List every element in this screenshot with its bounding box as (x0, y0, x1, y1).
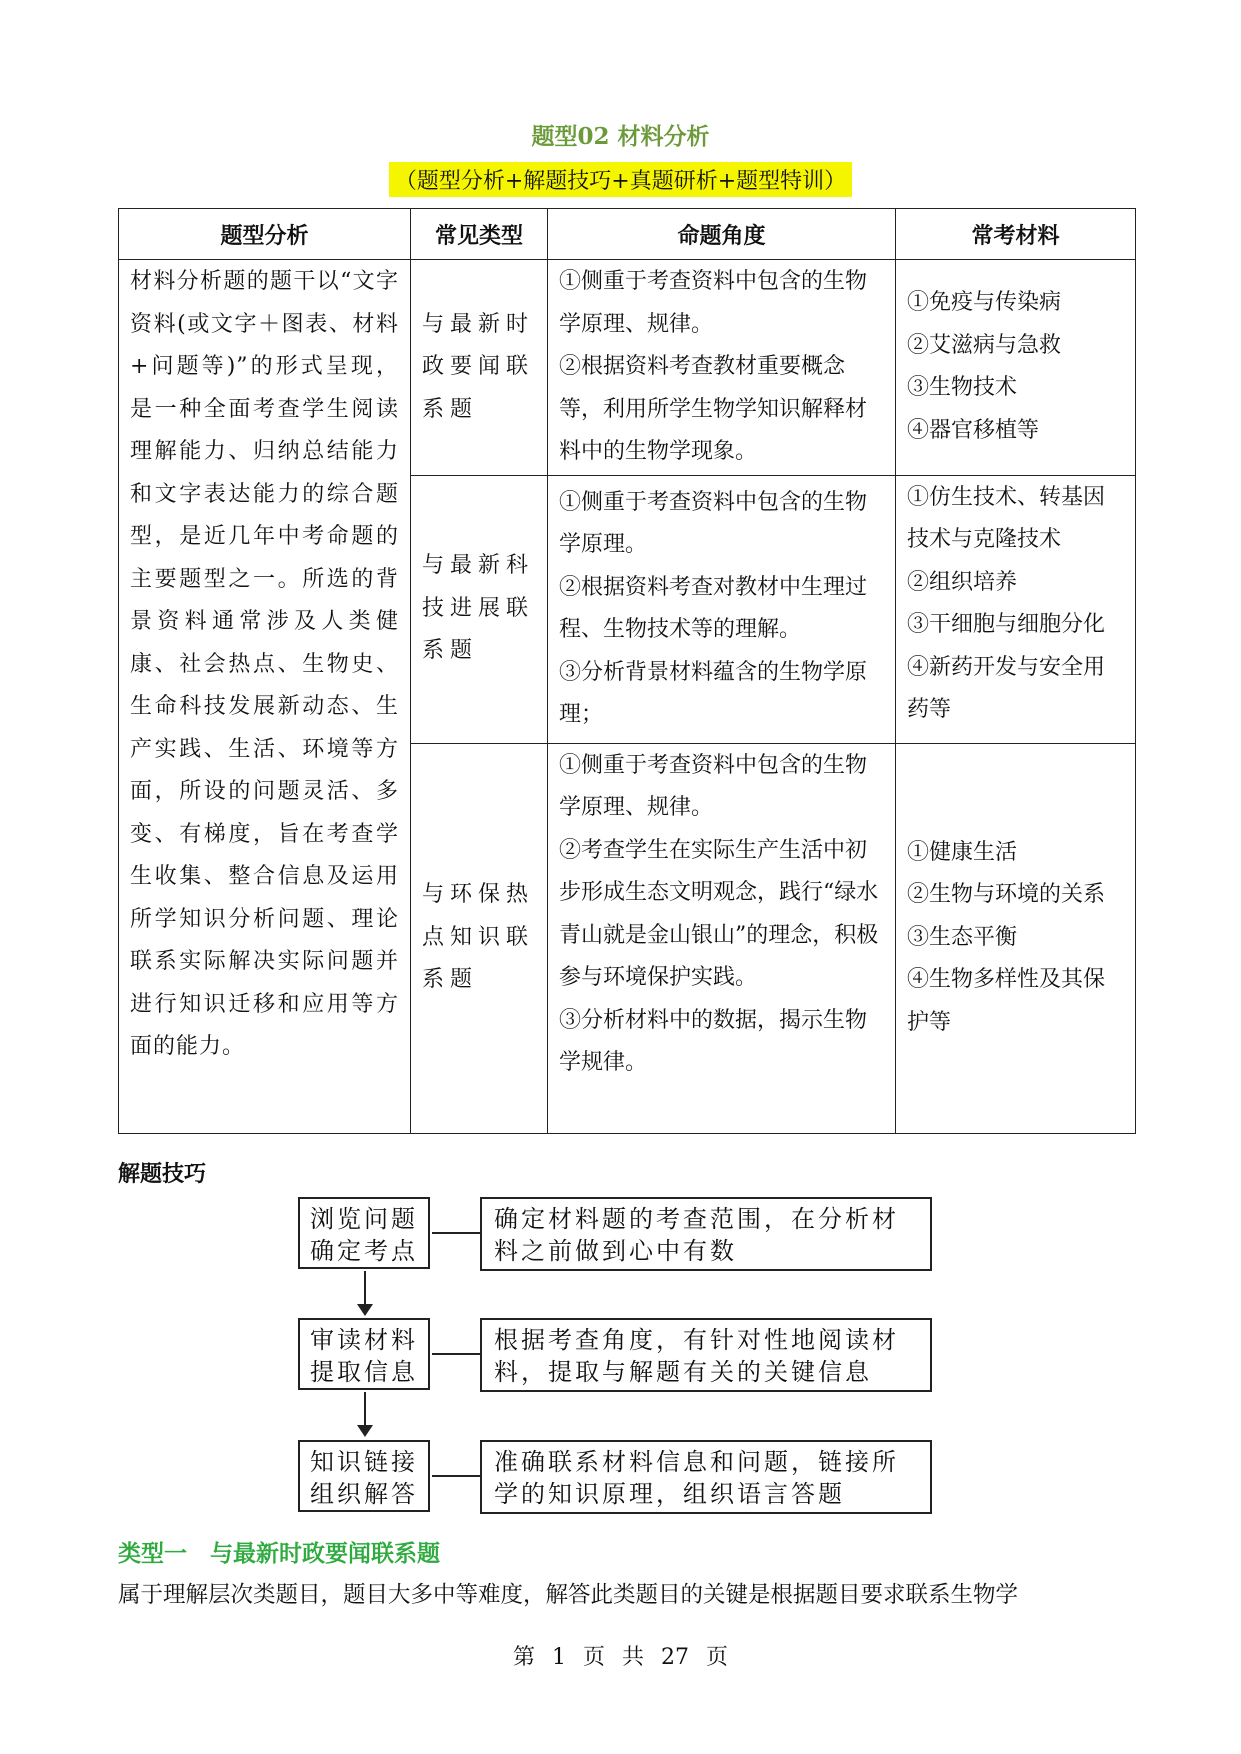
type-text: 与最新时政要闻联系题 (422, 311, 535, 422)
flow-desc-line: 确定材料题的考查范围，在分析材 (494, 1205, 899, 1233)
flow-desc-line: 料之前做到心中有数 (494, 1237, 737, 1265)
type-one-heading: 类型一 与最新时政要闻联系题 (118, 1541, 440, 1567)
material-item: ②组织培养 (907, 569, 1018, 595)
angle-item: ②考查学生在实际生产生活中初步形成生态文明观念，践行“绿水青山就是金山银山”的理念，积极参与环境保护实践。 (559, 837, 879, 990)
flow-desc-line: 学的知识原理，组织语言答题 (494, 1480, 845, 1508)
angle-item: ②根据资料考查教材重要概念等，利用所学生物学知识解释材料中的生物学现象。 (559, 354, 868, 464)
flow-step-line: 浏览问题 (310, 1205, 418, 1233)
subtitle: （题型分析+解题技巧+真题研析+题型特训） (389, 162, 852, 197)
flow-step-line: 确定考点 (310, 1237, 418, 1265)
angle-cell (548, 260, 896, 476)
type-cell (411, 743, 548, 1133)
material-item: ③干细胞与细胞分化 (907, 612, 1106, 637)
down-arrow-icon (357, 1304, 373, 1316)
flow-arrow-line (364, 1392, 366, 1426)
analysis-table (118, 208, 1136, 1134)
type-cell (411, 475, 548, 743)
material-item: ③生物技术 (907, 375, 1018, 401)
material-item: ①免疫与传染病 (907, 290, 1062, 316)
material-item: ②生物与环境的关系 (907, 882, 1106, 908)
flow-step-line: 知识链接 (310, 1448, 418, 1476)
material-item: ①健康生活 (907, 839, 1018, 865)
header-angle: 命题角度 (548, 209, 896, 260)
analysis-cell (119, 260, 411, 1134)
material-item: ①仿生技术、转基因技术与克隆技术 (907, 484, 1106, 552)
angle-item: ①侧重于考查资料中包含的生物学原理、规律。 (559, 269, 868, 337)
angle-cell (548, 475, 896, 743)
page-footer: 第 1 页 共 27 页 (513, 1645, 728, 1670)
material-item: ④器官移植等 (907, 417, 1040, 443)
flow-desc-box (480, 1440, 932, 1514)
flow-desc-line: 准确联系材料信息和问题，链接所 (494, 1448, 899, 1476)
material-item: ②艾滋病与急救 (907, 332, 1062, 358)
angle-item: ②根据资料考查对教材中生理过程、生物技术等的理解。 (559, 574, 868, 642)
flow-step-box (298, 1318, 430, 1390)
flow-desc-box (480, 1197, 932, 1271)
type-cell (411, 260, 548, 476)
flow-connector (432, 1353, 480, 1355)
materials-cell (896, 743, 1136, 1133)
angle-item: ③分析背景材料蕴含的生物学原理； (559, 659, 868, 727)
flow-step-line: 提取信息 (310, 1358, 418, 1386)
type-one-text: 属于理解层次类题目，题目大多中等难度，解答此类题目的关键是根据题目要求联系生物学 (118, 1582, 1019, 1608)
page-title: 题型02 材料分析 (531, 123, 710, 150)
angle-item: ①侧重于考查资料中包含的生物学原理、规律。 (559, 752, 868, 820)
techniques-heading: 解题技巧 (118, 1162, 207, 1187)
materials-cell (896, 260, 1136, 476)
flow-step-box (298, 1440, 430, 1512)
angle-item: ①侧重于考查资料中包含的生物学原理。 (559, 489, 868, 557)
material-item: ③生态平衡 (907, 924, 1018, 950)
analysis-text: 材料分析题的题干以“文字资料(或文字＋图表、材料+问题等)”的形式呈现，是一种全面考查学生阅读理解能力、归纳总结能力和文字表达能力的综合题型，是近几年中考命题的主要题型之一。所选的背景资料通常涉及人类健康、社会热点、生物史、生命科技发展新动态、生产实践、生活、环境等方面，所设的问题灵活、多变、有梯度，旨在考查学生收集、整合信息及运用所学知识分析问题、理论联系实际解决实际问题并进行知识迁移和应用等方面的能力。 (130, 269, 399, 1059)
flow-desc-box (480, 1318, 932, 1392)
flow-arrow-line (364, 1271, 366, 1305)
down-arrow-icon (357, 1425, 373, 1437)
flow-desc-line: 根据考查角度，有针对性地阅读材 (494, 1326, 899, 1354)
flow-step-box (298, 1197, 430, 1269)
materials-cell (896, 475, 1136, 743)
table-header-row (119, 209, 1136, 260)
subtitle-wrap (0, 162, 1241, 197)
flow-connector (432, 1475, 480, 1477)
type-text: 与最新科技进展联系题 (422, 553, 535, 664)
flow-step-line: 组织解答 (310, 1480, 418, 1508)
flow-connector (432, 1232, 480, 1234)
header-analysis: 题型分析 (119, 209, 411, 260)
flow-step-line: 审读材料 (310, 1326, 418, 1354)
material-item: ④生物多样性及其保护等 (907, 967, 1106, 1035)
angle-cell (548, 743, 896, 1133)
type-text: 与环保热点知识联系题 (422, 882, 535, 993)
header-type: 常见类型 (411, 209, 548, 260)
material-item: ④新药开发与安全用药等 (907, 654, 1106, 722)
flow-desc-line: 料，提取与解题有关的关键信息 (494, 1358, 872, 1386)
angle-item: ③分析材料中的数据，揭示生物学规律。 (559, 1007, 868, 1075)
header-materials: 常考材料 (896, 209, 1136, 260)
table-row (119, 260, 1136, 476)
